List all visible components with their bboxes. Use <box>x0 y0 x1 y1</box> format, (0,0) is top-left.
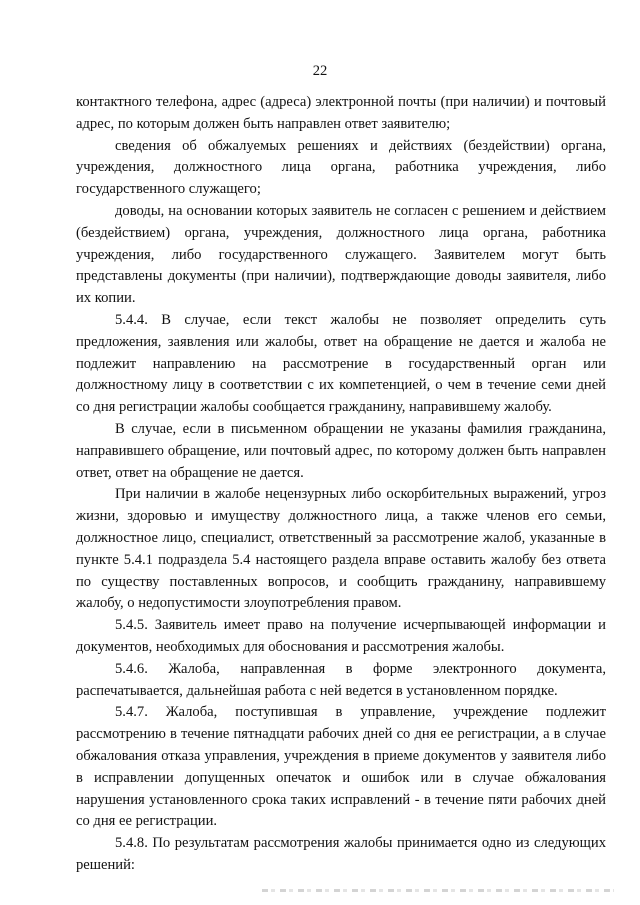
paragraph-appealed-decisions: сведения об обжалуемых решениях и действиях (бездействии) органа, учреждения, должностного лица органа, работника учреждения, либо государственного служащего; <box>76 137 606 198</box>
document-body <box>76 92 606 877</box>
paragraph-5-4-6: 5.4.6. Жалоба, направленная в форме электронного документа, распечатывается, дальнейшая работа с ней ведется в установленном порядке. <box>76 660 606 699</box>
paragraph-5-4-5: 5.4.5. Заявитель имеет право на получение исчерпывающей информации и документов, необходимых для обоснования и рассмотрения жалобы. <box>76 617 606 655</box>
paragraph-offensive-language: При наличии в жалобе нецензурных либо оскорбительных выражений, угроз жизни, здоровью и имуществу должностного лица, а также членов его семьи, должностное лицо, специалист, ответственный за рассмотрение жалоб, указанные в пункте 5.4.1 подраздела 5.4 настоящего раздела вправе оставить жалобу без ответа по существу поставленных вопросов, и сообщить гражданину, направившему жалобу, о недопустимости злоупотребления правом. <box>76 486 606 612</box>
page-number: 22 <box>312 63 328 79</box>
paragraph-5-4-8: 5.4.8. По результатам рассмотрения жалобы принимается одно из следующих решений: <box>76 835 606 873</box>
paragraph-no-name-address: В случае, если в письменном обращении не указаны фамилия гражданина, направившего обращение, или почтовый адрес, по которому должен быть направлен ответ, ответ на обращение не дается. <box>76 420 606 481</box>
paragraph-5-4-7: 5.4.7. Жалоба, поступившая в управление, учреждение подлежит рассмотрению в течение пятнадцати рабочих дней со дня ее регистрации, а в случае обжалования отказа управления, учреждения в приеме документов у заявителя либо в исправлении допущенных опечаток и ошибок или в случае обжалования нарушения установленного срока таких исправлений - в течение пяти рабочих дней со дня ее регистрации. <box>76 704 606 830</box>
scan-artifact-line <box>262 889 614 892</box>
paragraph-arguments: доводы, на основании которых заявитель не согласен с решением и действием (бездействием) органа, учреждения, должностного лица органа, работника учреждения, либо государственного служащего. Заявителем могут быть представлены документы (при наличии), подтверждающие доводы заявителя, либо их копии. <box>76 202 606 307</box>
paragraph-5-4-4: 5.4.4. В случае, если текст жалобы не позволяет определить суть предложения, заявления или жалобы, ответ на обращение не дается и жалоба не подлежит направлению на рассмотрение в государственный орган или должностному лицу в соответствии с их компетенцией, о чем в течение семи дней со дня регистрации жалобы сообщается гражданину, направившему жалобу. <box>76 311 606 416</box>
paragraph-contact-details: контактного телефона, адрес (адреса) электронной почты (при наличии) и почтовый адрес, по которым должен быть направлен ответ заявителю; <box>76 94 606 132</box>
